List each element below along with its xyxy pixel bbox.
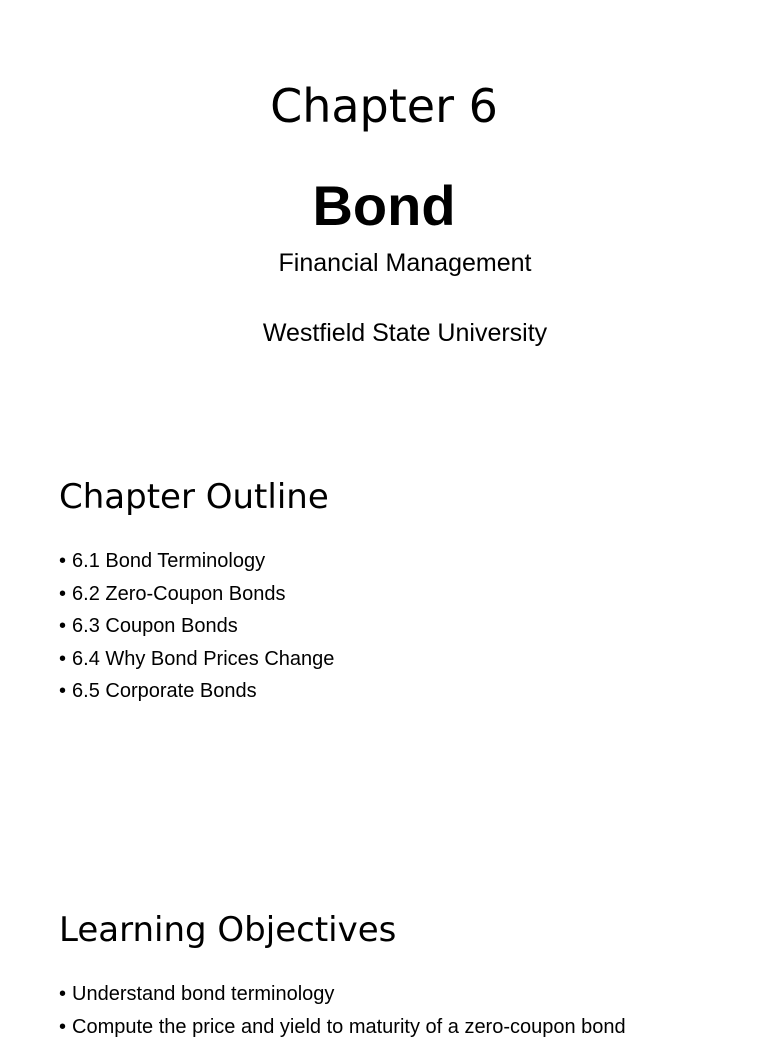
outline-heading: Chapter Outline [59, 475, 329, 519]
title-slide [0, 0, 768, 420]
list-item: • 6.4 Why Bond Prices Change [59, 643, 334, 676]
list-item: • Compute the price and yield to maturity of a zero-coupon bond [59, 1011, 626, 1043]
list-item: • 6.1 Bond Terminology [59, 545, 334, 578]
chapter-label: Chapter 6 [0, 76, 768, 136]
list-item: • 6.5 Corporate Bonds [59, 675, 334, 708]
list-item: • 6.3 Coupon Bonds [59, 610, 334, 643]
objectives-heading: Learning Objectives [59, 908, 396, 952]
list-item: • Understand bond terminology [59, 978, 626, 1011]
course-name: Financial Management [0, 247, 768, 279]
outline-list [59, 545, 334, 708]
school-name: Westfield State University [0, 317, 768, 349]
list-item: • 6.2 Zero-Coupon Bonds [59, 578, 334, 611]
objectives-list [59, 978, 626, 1043]
page-title: Bond [0, 172, 768, 240]
